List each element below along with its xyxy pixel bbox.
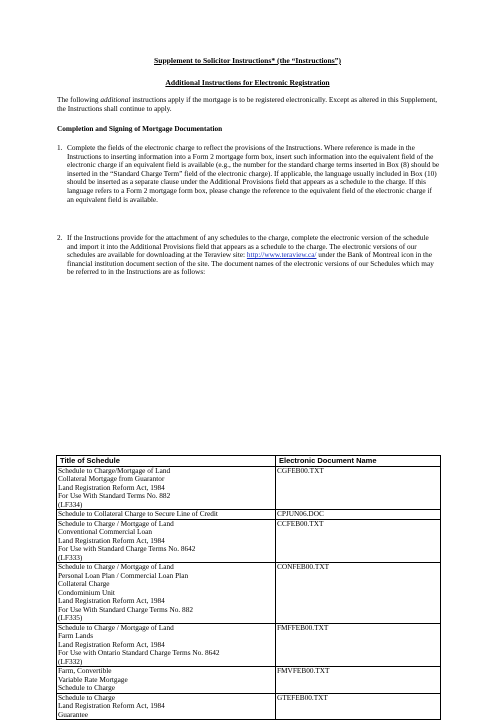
schedule-title-line: Farm Lands bbox=[58, 631, 94, 640]
schedule-title-line: Schedule to Charge / Mortgage of Land bbox=[58, 622, 174, 632]
schedule-title-cell bbox=[57, 623, 276, 667]
teraview-link[interactable]: http://www.teraview.ca/ bbox=[246, 250, 317, 260]
section-heading: Completion and Signing of Mortgage Documentation bbox=[57, 124, 223, 133]
schedule-title-line: Schedule to Charge bbox=[58, 683, 116, 692]
schedule-title-line: Schedule to Collateral Charge to Secure Line of Credit bbox=[58, 509, 218, 518]
schedule-title-line: Land Registration Reform Act, 1984 bbox=[58, 701, 165, 710]
document-name-cell: CONFEB00.TXT bbox=[276, 563, 441, 624]
table-row bbox=[57, 510, 441, 520]
schedule-title-line: (LF333) bbox=[58, 552, 83, 562]
schedule-title-cell bbox=[57, 510, 276, 520]
document-subtitle: Additional Instructions for Electronic Registration bbox=[165, 78, 330, 87]
document-name-cell: CPJUN06.DOC bbox=[276, 510, 441, 520]
item-1-number: 1. bbox=[57, 143, 63, 152]
document-name-cell: CCFEB00.TXT bbox=[276, 519, 441, 563]
schedule-title-line: For Use With Standard Terms No. 882 bbox=[58, 491, 171, 500]
schedule-title-line: (LF332) bbox=[58, 656, 83, 666]
schedule-title-line: Schedule to Charge/Mortgage of Land bbox=[58, 465, 171, 475]
item-2-text bbox=[67, 234, 440, 277]
document-name-cell: FMFFEB00.TXT bbox=[276, 623, 441, 667]
schedule-title-line: Schedule to Charge / Mortgage of Land bbox=[58, 562, 174, 571]
schedule-title-cell bbox=[57, 563, 276, 624]
schedule-title-line: Collateral Charge bbox=[58, 579, 110, 588]
table-row bbox=[57, 466, 441, 510]
document-name-cell: CGFEB00.TXT bbox=[276, 466, 441, 510]
intro-paragraph bbox=[57, 96, 440, 113]
table-row bbox=[57, 667, 441, 694]
schedule-title-line: For Use with Ontario Standard Charge Terms No. 8642 bbox=[58, 648, 220, 657]
schedule-title-line: Condominium Unit bbox=[58, 587, 115, 597]
schedule-title-line: Schedule to Charge / Mortgage of Land bbox=[58, 518, 174, 528]
schedule-table-body bbox=[57, 466, 441, 720]
table-row bbox=[57, 519, 441, 563]
document-title: Supplement to Solicitor Instructions* (the “Instructions”) bbox=[154, 56, 341, 65]
schedule-title-line: Farm, Convertible bbox=[58, 666, 112, 675]
schedule-title-line: For Use With Standard Charge Terms No. 882 bbox=[58, 604, 193, 614]
schedule-title-cell bbox=[57, 466, 276, 510]
intro-text-emphasis: additional bbox=[100, 95, 131, 104]
item-2-text-pre: If the Instructions provide for the attachment of any schedules to the charge, complete the electronic version of the schedule and import it into the Additional Provisions field that appears as a schedule to the charge. The electronic versions of our schedules are available for downloading at the Teraview site: bbox=[67, 233, 429, 260]
schedule-title-cell bbox=[57, 519, 276, 563]
schedule-title-line: Land Registration Reform Act, 1984 bbox=[58, 482, 165, 492]
schedule-title-line: Conventional Commercial Loan bbox=[58, 527, 153, 536]
table-row bbox=[57, 623, 441, 667]
table-header-row bbox=[57, 456, 441, 467]
column-header-title: Title of Schedule bbox=[57, 456, 276, 467]
item-1-text: Complete the fields of the electronic charge to reflect the provisions of the Instructions. Where reference is made in the Instructions to inserting information into a Form 2 mortgage form box, insert such information into the equivalent field of the electronic charge if an equivalent field is available (e.g., the number for the standard charge terms inserted in Box (8) should be inserted in the “Standard Charge Term” field of the electronic charge). If applicable, the language usually included in Box (10) should be inserted as a separate clause under the Additional Provisions field that appears as a schedule to the charge. If this language refers to a Form 2 mortgage form box, please change the reference to the equivalent field of the electronic charge if an equivalent field is available. bbox=[67, 143, 440, 204]
schedule-title-line: Land Registration Reform Act, 1984 bbox=[58, 596, 165, 605]
item-2-number: 2. bbox=[57, 233, 63, 242]
schedule-title-line: Collateral Mortgage from Guarantor bbox=[58, 474, 165, 483]
schedule-title-line: (LF335) bbox=[58, 613, 83, 622]
document-name-cell: FMVFEB00.TXT bbox=[276, 667, 441, 694]
intro-text-pre: The following bbox=[57, 95, 101, 104]
table-row bbox=[57, 563, 441, 624]
schedule-table bbox=[56, 455, 441, 720]
schedule-title-line: Personal Loan Plan / Commercial Loan Plan bbox=[58, 570, 189, 580]
table-row bbox=[57, 693, 441, 720]
item-2-text-post: under the Bank of Montreal icon in the financial institution document section of the site. The document names of the electronic versions of our Schedules which may be referred to in the Instructions are as follows: bbox=[67, 250, 434, 277]
schedule-title-line: For Use with Standard Charge Terms No. 8642 bbox=[58, 544, 196, 553]
schedule-title-line: Schedule to Charge bbox=[58, 692, 116, 702]
schedule-title-line: Guarantee bbox=[58, 709, 88, 719]
document-name-cell: GTEFEB00.TXT bbox=[276, 693, 441, 720]
schedule-title-line: Variable Rate Mortgage bbox=[58, 674, 128, 684]
schedule-title-line: Land Registration Reform Act, 1984 bbox=[58, 639, 165, 649]
schedule-title-line: Land Registration Reform Act, 1984 bbox=[58, 535, 165, 545]
schedule-title-cell bbox=[57, 693, 276, 720]
schedule-title-cell bbox=[57, 667, 276, 694]
schedule-title-line: (LF334) bbox=[58, 499, 83, 509]
intro-text-post: instructions apply if the mortgage is to be registered electronically. Except as altered in this Supplement, the Instructions shall continue to apply. bbox=[57, 95, 438, 113]
column-header-document-name: Electronic Document Name bbox=[276, 456, 441, 467]
